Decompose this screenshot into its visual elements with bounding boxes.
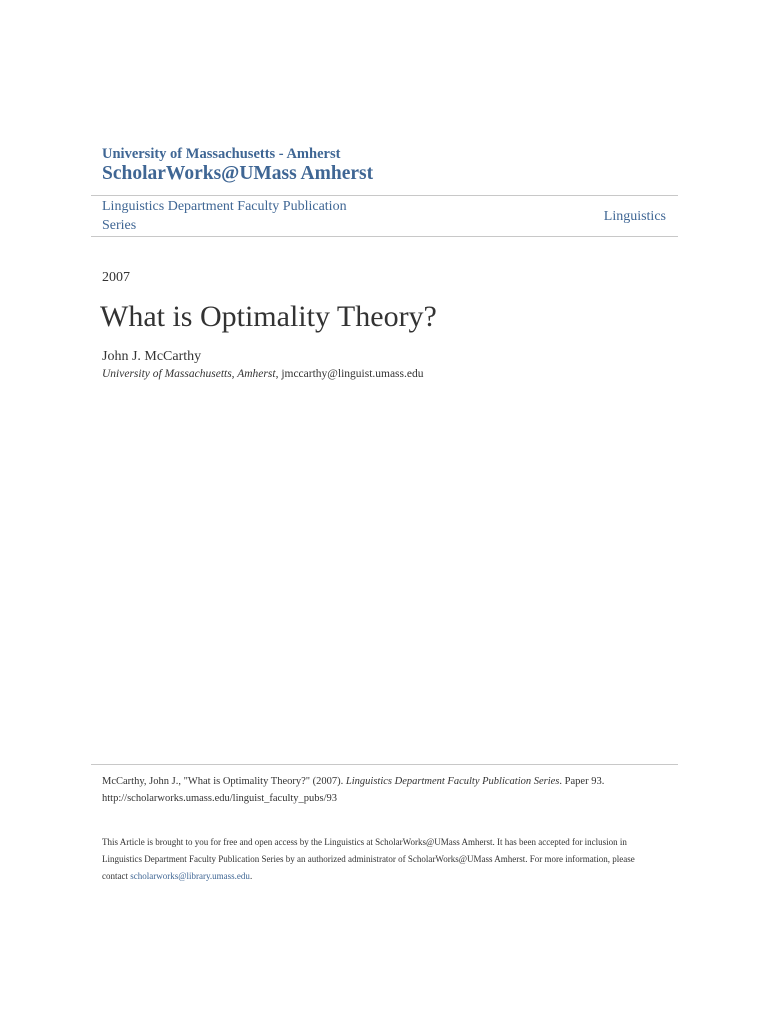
contact-email-link[interactable]: scholarworks@library.umass.edu <box>130 871 250 881</box>
notice-contact-prefix: contact <box>102 871 131 881</box>
notice-line-2: Linguistics Department Faculty Publication Series by an authorized administrator of ScholarWorks@UMass Amherst. For more information, please <box>102 854 635 864</box>
notice-line-1: This Article is brought to you for free and open access by the Linguistics at ScholarWorks@UMass Amherst. It has been accepted for inclusion in <box>102 837 627 847</box>
citation-part-2: . Paper 93. <box>559 776 605 787</box>
series-link[interactable] <box>102 197 392 235</box>
institution-link[interactable]: University of Massachusetts - Amherst <box>102 146 341 162</box>
series-divider <box>91 236 678 237</box>
series-line-1: Linguistics Department Faculty Publication <box>102 199 347 214</box>
citation-divider <box>91 764 678 765</box>
author-affiliation <box>102 368 424 380</box>
department-link[interactable]: Linguistics <box>603 209 666 224</box>
author-name: John J. McCarthy <box>102 349 202 364</box>
repository-header <box>102 145 682 185</box>
access-notice <box>102 834 682 885</box>
repository-link[interactable]: ScholarWorks@UMass Amherst <box>102 163 374 184</box>
citation-part-1: McCarthy, John J., "What is Optimality Theory?" (2007). <box>102 776 346 787</box>
publication-year: 2007 <box>102 270 130 285</box>
affiliation-separator: , <box>275 368 282 380</box>
article-title: What is Optimality Theory? <box>100 300 437 333</box>
recommended-citation <box>102 773 682 807</box>
top-divider <box>91 195 678 196</box>
citation-url: http://scholarworks.umass.edu/linguist_faculty_pubs/93 <box>102 793 338 804</box>
notice-contact-suffix: . <box>249 871 253 881</box>
citation-series: Linguistics Department Faculty Publication Series <box>345 776 560 787</box>
affiliation-org: University of Massachusetts, Amherst <box>102 368 276 380</box>
series-line-2: Series <box>102 218 137 233</box>
author-email: jmccarthy@linguist.umass.edu <box>281 368 424 380</box>
